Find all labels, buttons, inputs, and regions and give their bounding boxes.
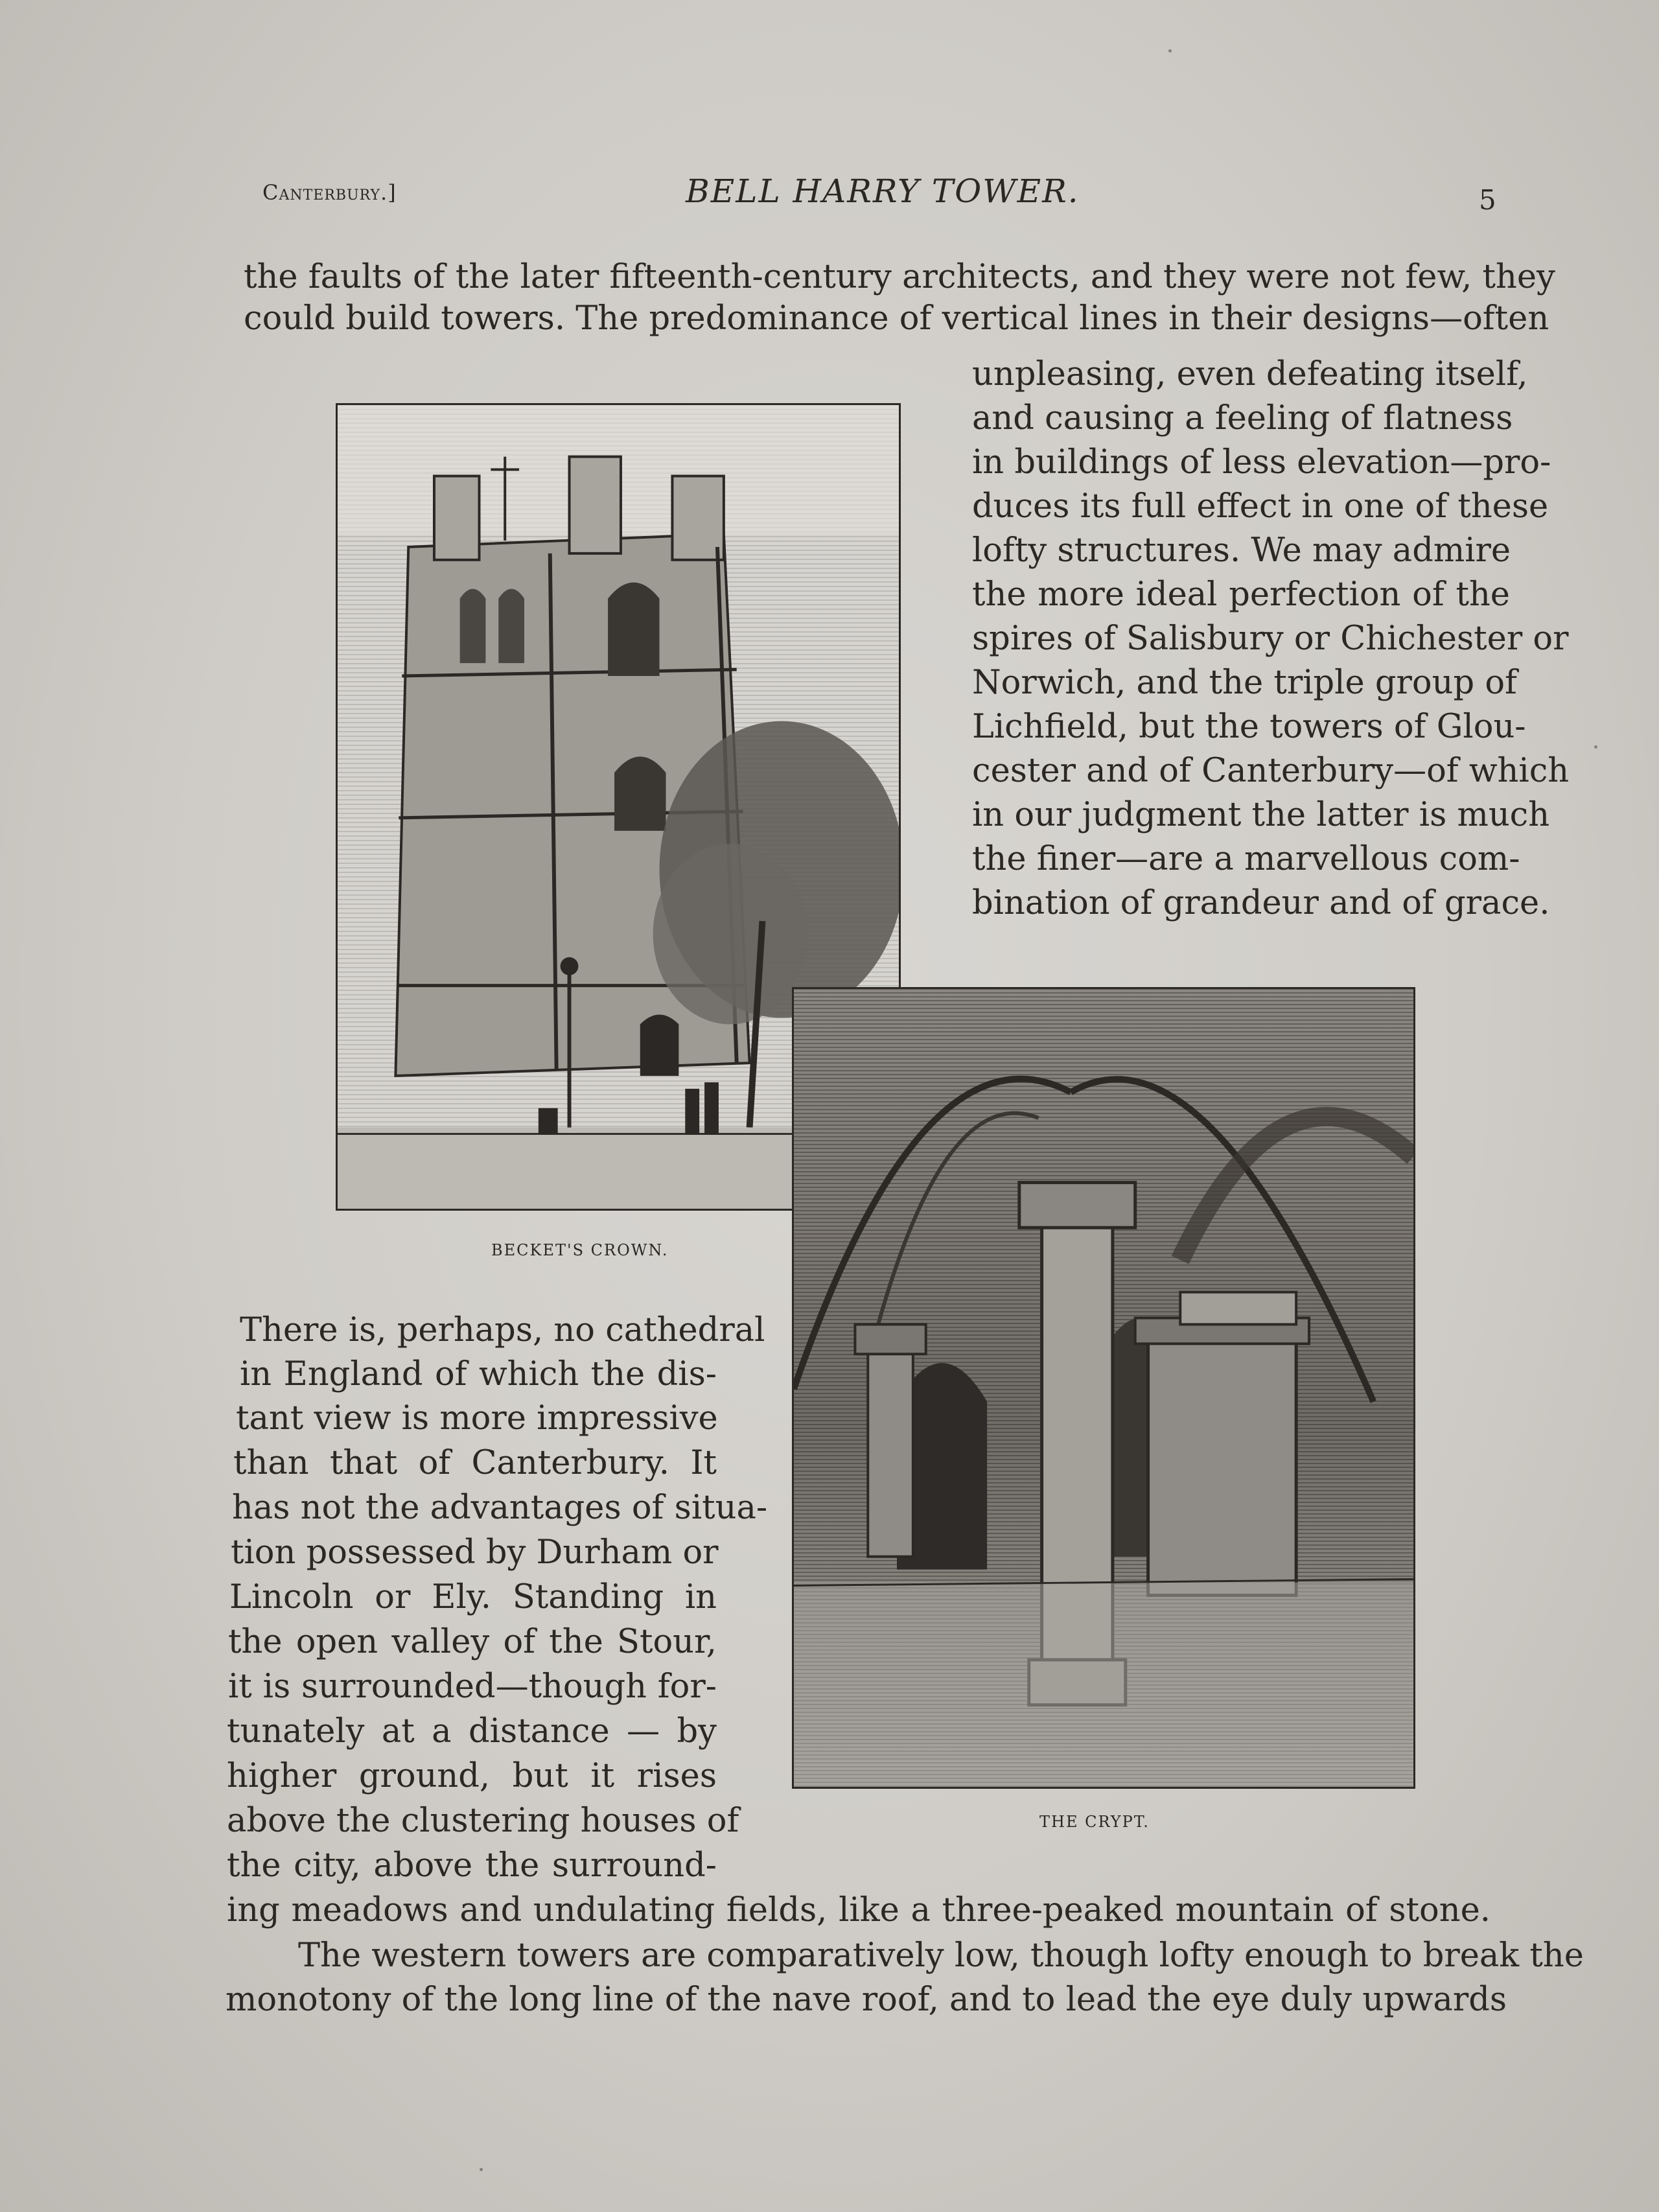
text-line: could build towers. The predominance of vertical lines in their designs—often bbox=[244, 299, 1549, 338]
text-line: Lincoln or Ely. Standing in bbox=[229, 1578, 717, 1616]
caption-the-crypt: THE CRYPT. bbox=[1039, 1813, 1150, 1831]
text-line: has not the advantages of situa- bbox=[232, 1489, 768, 1527]
illustration-the-crypt bbox=[792, 987, 1415, 1789]
page-number: 5 bbox=[1479, 184, 1496, 216]
running-head-title: BELL HARRY TOWER. bbox=[686, 172, 1080, 210]
dust-speck bbox=[1168, 49, 1172, 52]
text-line: than that of Canterbury. It bbox=[233, 1444, 717, 1482]
text-line: The western towers are comparatively low, though lofty enough to break the bbox=[298, 1937, 1584, 1975]
text-line: above the clustering houses of bbox=[227, 1802, 739, 1840]
dust-speck bbox=[480, 2168, 483, 2171]
text-line: higher ground, but it rises bbox=[227, 1757, 717, 1795]
text-line: tunately at a distance — by bbox=[227, 1712, 717, 1751]
caption-beckets-crown: BECKET'S CROWN. bbox=[491, 1241, 669, 1259]
text-line: cester and of Canterbury—of which bbox=[972, 752, 1570, 790]
text-line: tion possessed by Durham or bbox=[231, 1533, 719, 1572]
text-line: in England of which the dis- bbox=[240, 1355, 717, 1393]
text-line: There is, perhaps, no cathedral bbox=[240, 1311, 765, 1349]
dust-speck bbox=[1594, 745, 1597, 749]
text-line: Norwich, and the triple group of bbox=[972, 664, 1517, 702]
text-line: bination of grandeur and of grace. bbox=[972, 884, 1550, 922]
text-line: the faults of the later fifteenth-century architects, and they were not few, they bbox=[244, 258, 1555, 296]
text-line: tant view is more impressive bbox=[236, 1399, 718, 1438]
running-head-left: Canterbury.] bbox=[262, 180, 397, 205]
text-line: the city, above the surround- bbox=[227, 1846, 717, 1885]
text-line: duces its full effect in one of these bbox=[972, 487, 1549, 526]
text-line: in our judgment the latter is much bbox=[972, 796, 1550, 834]
text-line: the finer—are a marvellous com- bbox=[972, 840, 1520, 878]
text-line: the more ideal perfection of the bbox=[972, 576, 1510, 614]
text-line: the open valley of the Stour, bbox=[228, 1623, 717, 1661]
text-line: in buildings of less elevation—pro- bbox=[972, 443, 1551, 482]
text-line: it is surrounded—though for- bbox=[228, 1668, 717, 1706]
text-line: monotony of the long line of the nave roof, and to lead the eye duly upwards bbox=[226, 1981, 1507, 2019]
text-line: lofty structures. We may admire bbox=[972, 531, 1511, 570]
text-line: ing meadows and undulating fields, like a three-peaked mountain of stone. bbox=[227, 1891, 1491, 1929]
text-line: spires of Salisbury or Chichester or bbox=[972, 620, 1569, 658]
text-line: and causing a feeling of flatness bbox=[972, 399, 1513, 437]
text-line: unpleasing, even defeating itself, bbox=[972, 355, 1528, 393]
crypt-engraving bbox=[794, 989, 1413, 1787]
text-line: Lichfield, but the towers of Glou- bbox=[972, 708, 1526, 746]
